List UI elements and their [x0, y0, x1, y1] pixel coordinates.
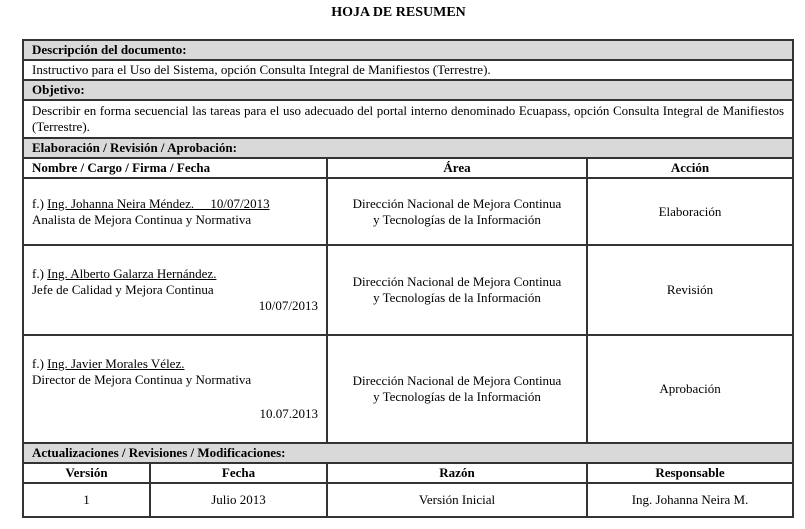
elaboracion-label: Elaboración / Revisión / Aprobación:: [23, 138, 793, 158]
action-cell: Revisión: [587, 245, 793, 335]
header-nombre: Nombre / Cargo / Firma / Fecha: [23, 158, 327, 178]
signer-name: Ing. Javier Morales Vélez.: [47, 356, 185, 371]
actualizaciones-label: Actualizaciones / Revisiones / Modificaciones:: [23, 443, 793, 463]
descripcion-text: Instructivo para el Uso del Sistema, opción Consulta Integral de Manifiestos (Terrestre).: [23, 60, 793, 80]
header-razon: Razón: [327, 463, 587, 483]
signer-name: Ing. Alberto Galarza Hernández.: [47, 266, 217, 281]
table-row: [23, 335, 793, 443]
signature-prefix: f.): [32, 356, 48, 371]
header-responsable: Responsable: [587, 463, 793, 483]
fecha-cell: Julio 2013: [150, 483, 327, 517]
header-accion: Acción: [587, 158, 793, 178]
version-cell: 1: [23, 483, 150, 517]
signer-cell: [23, 178, 327, 245]
signer-name: Ing. Johanna Neira Méndez. 10/07/2013: [47, 195, 270, 211]
razon-cell: Versión Inicial: [327, 483, 587, 517]
signer-date: 10/07/2013: [258, 298, 318, 313]
area-cell: Dirección Nacional de Mejora Continua y Tecnologías de la Información: [327, 335, 587, 443]
responsable-cell: Ing. Johanna Neira M.: [587, 483, 793, 517]
header-fecha: Fecha: [150, 463, 327, 483]
objetivo-text: Describir en forma secuencial las tareas para el uso adecuado del portal interno denominado Ecuapass, opción Consulta Integral de Manifiestos (Terrestre).: [23, 100, 793, 138]
signer-date: 10.07.2013: [259, 406, 318, 421]
area-cell: Dirección Nacional de Mejora Continua y Tecnologías de la Información: [327, 178, 587, 245]
signer-cell: [23, 335, 327, 443]
signature-prefix: f.): [32, 195, 48, 211]
table-row: [23, 178, 793, 245]
document-title: HOJA DE RESUMEN: [331, 5, 466, 20]
table-row: [23, 245, 793, 335]
signer-role: Analista de Mejora Continua y Normativa: [32, 211, 252, 227]
action-cell: Aprobación: [587, 335, 793, 443]
header-version: Versión: [23, 463, 150, 483]
summary-table: [22, 39, 794, 518]
objetivo-label: Objetivo:: [23, 80, 793, 100]
signer-role: Director de Mejora Continua y Normativa: [32, 372, 252, 387]
table-row: [23, 483, 793, 517]
signer-role: Jefe de Calidad y Mejora Continua: [32, 282, 214, 297]
area-cell: Dirección Nacional de Mejora Continua y Tecnologías de la Información: [327, 245, 587, 335]
signature-prefix: f.): [32, 266, 48, 281]
signer-cell: [23, 245, 327, 335]
descripcion-label: Descripción del documento:: [23, 40, 793, 60]
signer-date: 10/07/2013: [210, 195, 270, 211]
action-cell: Elaboración: [587, 178, 793, 245]
header-area: Área: [327, 158, 587, 178]
